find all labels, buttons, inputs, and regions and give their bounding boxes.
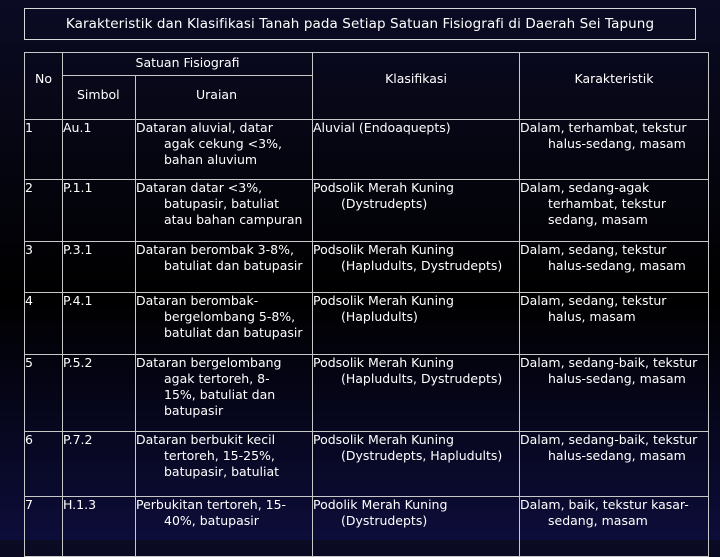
header-no: No — [25, 53, 63, 120]
table-row — [25, 242, 709, 293]
karakteristik-text: Dalam, baik, tekstur kasar- sedang, masam — [520, 497, 689, 528]
cell-klasifikasi — [313, 497, 520, 557]
cell-uraian — [136, 120, 313, 180]
uraian-text: Dataran bergelombang agak tertoreh, 8- 15%, batuliat dan batupasir — [136, 355, 282, 418]
cell-klasifikasi — [313, 180, 520, 242]
uraian-text: Perbukitan tertoreh, 15- 40%, batupasir — [136, 497, 287, 528]
karakteristik-text: Dalam, sedang-baik, tekstur halus-sedang, masam — [520, 432, 698, 463]
table-row — [25, 293, 709, 355]
table-row — [25, 497, 709, 557]
cell-klasifikasi — [313, 355, 520, 432]
uraian-text: Dataran datar <3%, batupasir, batuliat atau bahan campuran — [136, 180, 303, 227]
cell-simbol: H.1.3 — [63, 497, 136, 557]
klasifikasi-text: Podsolik Merah Kuning (Hapludults, Dystrudepts) — [313, 355, 503, 386]
uraian-text: Dataran aluvial, datar agak cekung <3%, bahan aluvium — [136, 120, 282, 167]
cell-uraian — [136, 355, 313, 432]
cell-simbol: P.7.2 — [63, 432, 136, 497]
karakteristik-text: Dalam, sedang, tekstur halus, masam — [520, 293, 667, 324]
klasifikasi-text: Podsolik Merah Kuning (Hapludults) — [313, 293, 454, 324]
header-uraian: Uraian — [136, 76, 313, 120]
cell-klasifikasi — [313, 293, 520, 355]
header-karakteristik: Karakteristik — [520, 53, 709, 120]
klasifikasi-text: Podsolik Merah Kuning (Dystrudepts, Hapludults) — [313, 432, 503, 463]
cell-simbol: P.1.1 — [63, 180, 136, 242]
cell-no: 1 — [25, 120, 63, 180]
karakteristik-text: Dalam, sedang, tekstur halus-sedang, masam — [520, 242, 686, 273]
klasifikasi-text: Podsolik Merah Kuning (Hapludults, Dystrudepts) — [313, 242, 503, 273]
cell-uraian — [136, 180, 313, 242]
cell-no: 6 — [25, 432, 63, 497]
cell-simbol: P.3.1 — [63, 242, 136, 293]
cell-no: 7 — [25, 497, 63, 557]
uraian-text: Dataran berbukit kecil tertoreh, 15-25%, batupasir, batuliat — [136, 432, 280, 479]
table-row — [25, 180, 709, 242]
cell-karakteristik — [520, 242, 709, 293]
uraian-text: Dataran berombak- bergelombang 5-8%, batuliat dan batupasir — [136, 293, 303, 340]
cell-simbol: P.4.1 — [63, 293, 136, 355]
cell-simbol: Au.1 — [63, 120, 136, 180]
cell-karakteristik — [520, 497, 709, 557]
cell-uraian — [136, 293, 313, 355]
table-row — [25, 432, 709, 497]
cell-karakteristik — [520, 293, 709, 355]
table-row — [25, 355, 709, 432]
soil-classification-table — [24, 52, 709, 557]
cell-simbol: P.5.2 — [63, 355, 136, 432]
cell-uraian — [136, 497, 313, 557]
karakteristik-text: Dalam, sedang-agak terhambat, tekstur sedang, masam — [520, 180, 667, 227]
cell-uraian — [136, 242, 313, 293]
cell-klasifikasi — [313, 432, 520, 497]
karakteristik-text: Dalam, terhambat, tekstur halus-sedang, masam — [520, 120, 687, 151]
cell-no: 3 — [25, 242, 63, 293]
cell-klasifikasi — [313, 242, 520, 293]
cell-karakteristik — [520, 180, 709, 242]
cell-karakteristik — [520, 432, 709, 497]
table-row — [25, 120, 709, 180]
cell-no: 5 — [25, 355, 63, 432]
cell-no: 4 — [25, 293, 63, 355]
uraian-text: Dataran berombak 3-8%, batuliat dan batupasir — [136, 242, 303, 273]
klasifikasi-text: Aluvial (Endoaquepts) — [313, 120, 451, 135]
klasifikasi-text: Podsolik Merah Kuning (Dystrudepts) — [313, 180, 454, 211]
cell-karakteristik — [520, 120, 709, 180]
cell-karakteristik — [520, 355, 709, 432]
klasifikasi-text: Podolik Merah Kuning (Dystrudepts) — [313, 497, 448, 528]
page-title: Karakteristik dan Klasifikasi Tanah pada Setiap Satuan Fisiografi di Daerah Sei Tapung — [24, 8, 696, 40]
cell-klasifikasi — [313, 120, 520, 180]
karakteristik-text: Dalam, sedang-baik, tekstur halus-sedang, masam — [520, 355, 698, 386]
header-satuan-fisiografi: Satuan Fisiografi — [63, 53, 313, 76]
header-klasifikasi: Klasifikasi — [313, 53, 520, 120]
header-simbol: Simbol — [63, 76, 136, 120]
cell-no: 2 — [25, 180, 63, 242]
cell-uraian — [136, 432, 313, 497]
